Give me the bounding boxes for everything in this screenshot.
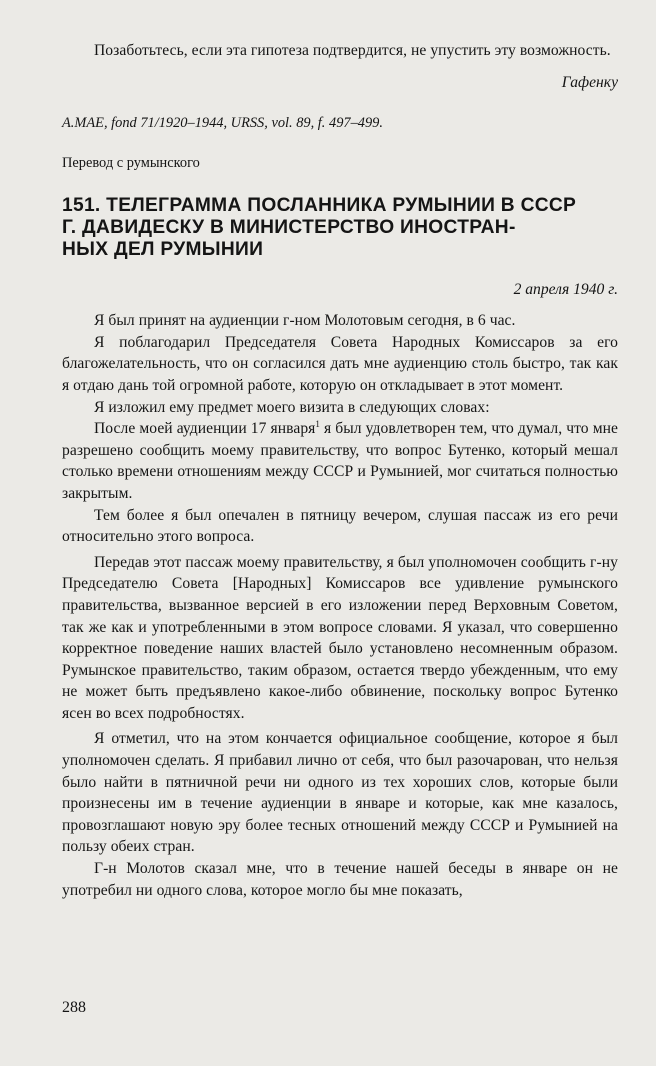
translation-note: Перевод с румынского bbox=[62, 155, 200, 172]
body-paragraph: Я отметил, что на этом кончается официальное сообщение, которое я был уполномочен сделать. Я прибавил лично от себя, что был разочарован, что нельзя было найти в пятничной речи ни одного из тех хороших слов, которые были произнесены им в течение аудиенции в январе и которые, как мне казалось, провозглашают новую эру более тесных отношений между СССР и Румынией на пользу обеих стран. bbox=[62, 730, 618, 856]
footnote-marker: 1 bbox=[315, 418, 320, 429]
heading-line: Г. ДАВИДЕСКУ В МИНИСТЕРСТВО ИНОСТРАН- bbox=[62, 217, 516, 239]
paragraph-text: я был удовлетворен тем, что думал, что мне разрешено сообщить моему правительству, что вопрос Бутенко, который мешал столько времени отношениям между СССР и Румынией, мог считаться полностью закрытым. bbox=[62, 420, 618, 502]
archive-source-reference: A.MAE, fond 71/1920–1944, URSS, vol. 89, f. 497–499. bbox=[62, 115, 383, 132]
page-content bbox=[62, 40, 618, 901]
document-body bbox=[62, 310, 618, 901]
document-heading bbox=[62, 195, 618, 261]
heading-line: 151. ТЕЛЕГРАММА ПОСЛАННИКА РУМЫНИИ В СССР bbox=[62, 195, 577, 217]
signature: Гафенку bbox=[561, 73, 618, 91]
body-paragraph bbox=[62, 418, 618, 504]
document-date: 2 апреля 1940 г. bbox=[513, 281, 618, 299]
heading-line: НЫХ ДЕЛ РУМЫНИИ bbox=[62, 239, 264, 261]
intro-paragraph: Позаботьтесь, если эта гипотеза подтвердится, не упустить эту возможность. bbox=[94, 42, 611, 59]
page-number: 288 bbox=[62, 999, 86, 1016]
body-paragraph: Тем более я был опечален в пятницу вечером, слушая пассаж из его речи относительно этого вопроса. bbox=[62, 506, 618, 546]
body-paragraph: Г-н Молотов сказал мне, что в течение нашей беседы в январе он не употребил ни одного слова, которое могло бы мне показать, bbox=[62, 860, 618, 899]
body-paragraph: Я был принят на аудиенции г-ном Молотовым сегодня, в 6 час. bbox=[94, 312, 516, 330]
body-paragraph: Я поблагодарил Председателя Совета Народных Комиссаров за его благожелательность, что он согласился дать мне аудиенцию столь быстро, так как я отдаю дань той огромной работе, которую он откладывает в этот момент. bbox=[62, 333, 618, 394]
paragraph-text: После моей аудиенции 17 января bbox=[94, 420, 316, 438]
body-paragraph: Я изложил ему предмет моего визита в следующих словах: bbox=[94, 398, 490, 416]
body-paragraph: Передав этот пассаж моему правительству, я был уполномочен сообщить г-ну Председателю Совета [Народных] Комиссаров все удивление румынского правительства, вызванное версией в его изложении перед Верховным Советом, так же как и употребленными в этом вопросе словами. Я указал, что совершенно корректное поведение наших властей было установлено несомненным образом. Румынское правительство, таким образом, остается твердо убежденным, что ему не может быть предъявлено какое-либо обвинение, поскольку вопрос Бутенко ясен во всех подробностях. bbox=[62, 553, 618, 722]
